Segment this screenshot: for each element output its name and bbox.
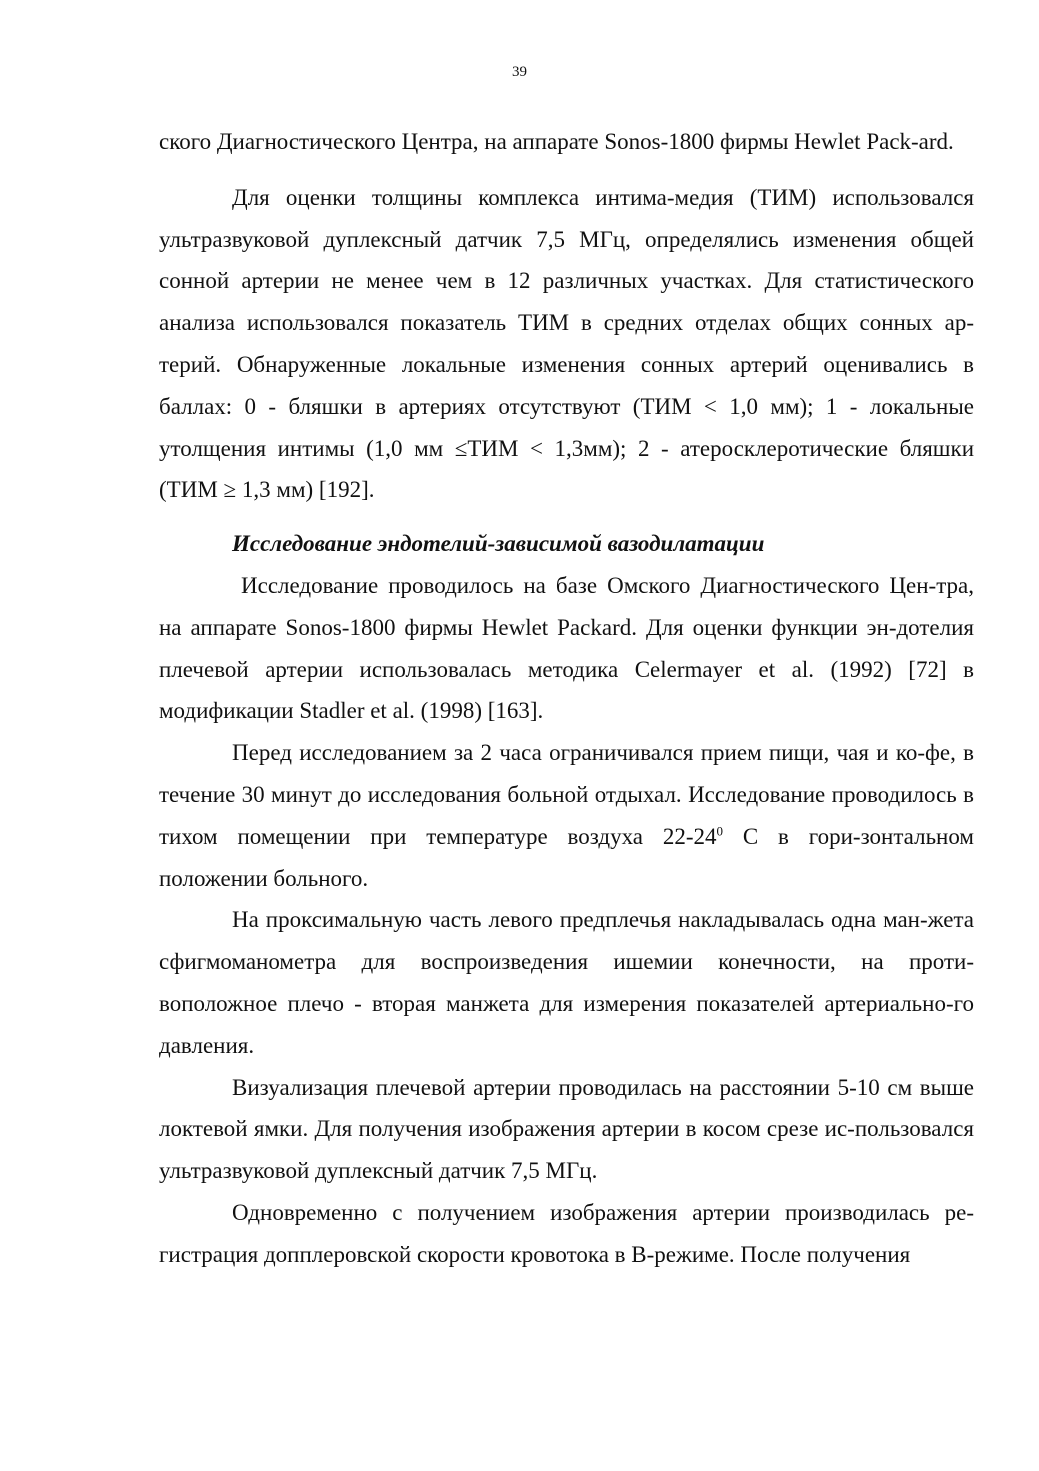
- paragraph-cuff-placement: На проксимальную часть левого предплечья накладывалась одна ман-жета сфигмоманометра для воспроизведения ишемии конечности, на проти-воположное плечо - вторая манжета для измерения показателей артериально-го давления.: [159, 907, 974, 1058]
- preparation-text-end: С в гори-зонтальном положении больного.: [159, 823, 974, 891]
- document-body: [159, 121, 974, 1276]
- page-number: 39: [512, 64, 527, 80]
- degree-superscript: 0: [716, 823, 723, 839]
- paragraph-study-location: Исследование проводилось на базе Омского Диагностического Цен-тра, на аппарате Sonos-1800 фирмы Hewlet Packard. Для оценки функции эн-дотелия плечевой артерии использовалась методика Celermayer et al. (1992) [72] в модификации Stadler et al. (1998) [163].: [159, 572, 974, 724]
- preparation-text: Перед исследованием за 2 часа ограничивался прием пищи, чая и ко-фе, в течение 30 минут до исследования больной отдыхал. Исследование проводилось в тихом помещении при температуре воздуха 22-24: [159, 740, 974, 849]
- section-heading: Исследование эндотелий-зависимой вазодилатации: [232, 531, 765, 557]
- paragraph-doppler: Одновременно с получением изображения артерии производилась ре-гистрация допплеровской скорости кровотока в В-режиме. После получения: [159, 1199, 974, 1267]
- paragraph-preparation: [159, 732, 974, 899]
- paragraph-tim-assessment: Для оценки толщины комплекса интима-медия (ТИМ) использовался ультразвуковой дуплексный датчик 7,5 МГц, определялись изменения общей сонной артерии не менее чем в 12 различных участках. Для статистического анализа использовался показатель ТИМ в средних отделах общих сонных ар-терий. Обнаруженные локальные изменения сонных артерий оценивались в баллах: 0 - бляшки в артериях отсутствуют (ТИМ < 1,0 мм); 1 - локальные утолщения интимы (1,0 мм ≤ТИМ < 1,3мм); 2 - атеросклеротические бляшки (ТИМ ≥ 1,3 мм) [192].: [159, 184, 974, 503]
- paragraph-continuation: ского Диагностического Центра, на аппарате Sonos-1800 фирмы Hewlet Pack-ard.: [159, 129, 954, 154]
- paragraph-visualization: Визуализация плечевой артерии проводилась на расстоянии 5-10 см выше локтевой ямки. Для получения изображения артерии в косом срезе ис-пользовался ультразвуковой дуплексный датчик 7,5 МГц.: [159, 1074, 974, 1184]
